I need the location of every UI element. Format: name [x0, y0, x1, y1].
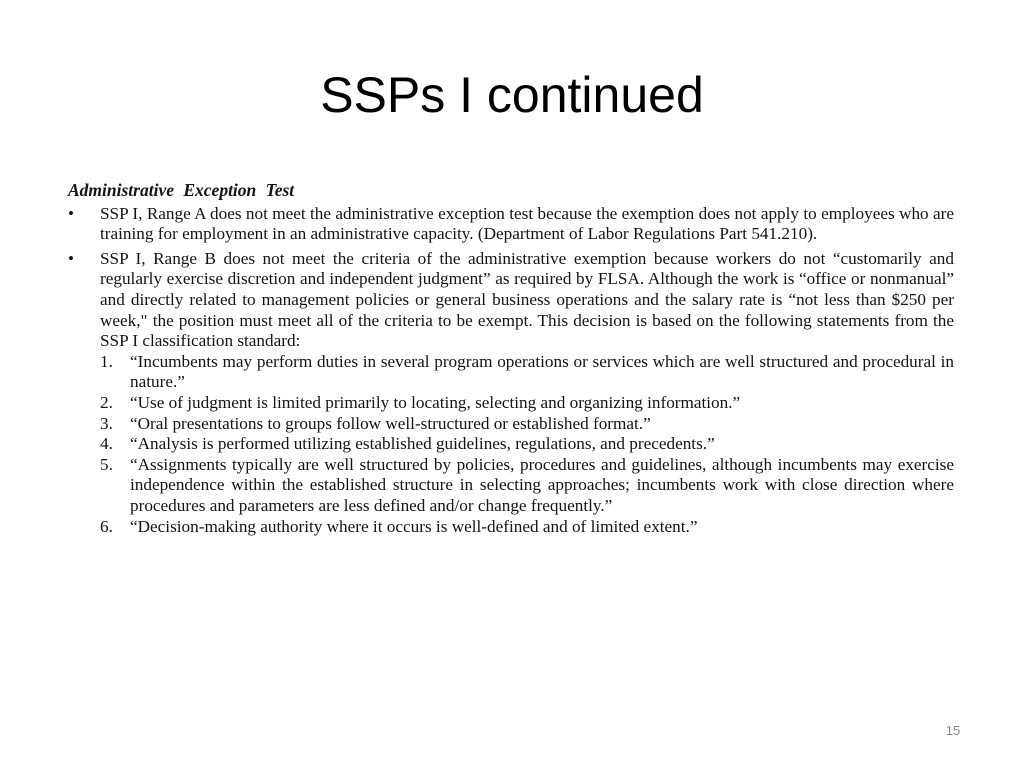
- list-item: [100, 517, 954, 538]
- bullet-text: SSP I, Range B does not meet the criteria of the administrative exemption because workers do not “customarily and regularly exercise discretion and independent judgment” as required by FLSA. Although the work is “office or nonmanual” and directly related to management policies or general business operations and the salary rate is “not less than $250 per week," the position must meet all of the criteria to be exempt. This decision is based on the following statements from the SSP I classification standard:: [100, 248, 954, 351]
- bullet-item-range-a: [68, 204, 954, 245]
- section-heading: Administrative Exception Test: [68, 180, 295, 200]
- list-item-number: 6.: [100, 516, 113, 536]
- list-item-text: “Oral presentations to groups follow well-structured or established format.”: [130, 413, 651, 433]
- list-item-number: 4.: [100, 434, 113, 454]
- list-item: [100, 455, 954, 517]
- bullet-icon: •: [68, 203, 74, 223]
- bullet-body: [100, 249, 954, 537]
- bullet-icon: •: [68, 248, 74, 268]
- list-item: [100, 352, 954, 393]
- list-item-text: “Analysis is performed utilizing established guidelines, regulations, and precedents.”: [130, 434, 715, 454]
- list-item-text: “Decision-making authority where it occurs is well-defined and of limited extent.”: [130, 516, 698, 536]
- list-item: [100, 434, 954, 455]
- list-item-number: 5.: [100, 454, 113, 474]
- list-item-text: “Use of judgment is limited primarily to locating, selecting and organizing information.”: [130, 392, 741, 412]
- bullet-item-range-b: [68, 249, 954, 537]
- list-item: [100, 414, 954, 435]
- numbered-list: [100, 352, 954, 537]
- slide-page-number: 15: [945, 723, 961, 738]
- bullet-text: SSP I, Range A does not meet the administrative exception test because the exemption does not apply to employees who are training for employment in an administrative capacity. (Department of Labor Regulations Part 541.210).: [100, 203, 954, 244]
- list-item-text: “Incumbents may perform duties in several program operations or services which are well structured and procedural in nature.”: [130, 351, 954, 392]
- list-item: [100, 393, 954, 414]
- list-item-number: 3.: [100, 413, 113, 433]
- list-item-text: “Assignments typically are well structured by policies, procedures and guidelines, although incumbents may exercise independence within the established structure in selecting approaches; incumbents work with close direction where procedures and parameters are less defined and/or change frequently.”: [130, 454, 954, 515]
- list-item-number: 1.: [100, 351, 113, 371]
- slide-title: SSPs I continued: [320, 67, 704, 123]
- list-item-number: 2.: [100, 392, 113, 412]
- scanned-document-excerpt: [68, 180, 954, 541]
